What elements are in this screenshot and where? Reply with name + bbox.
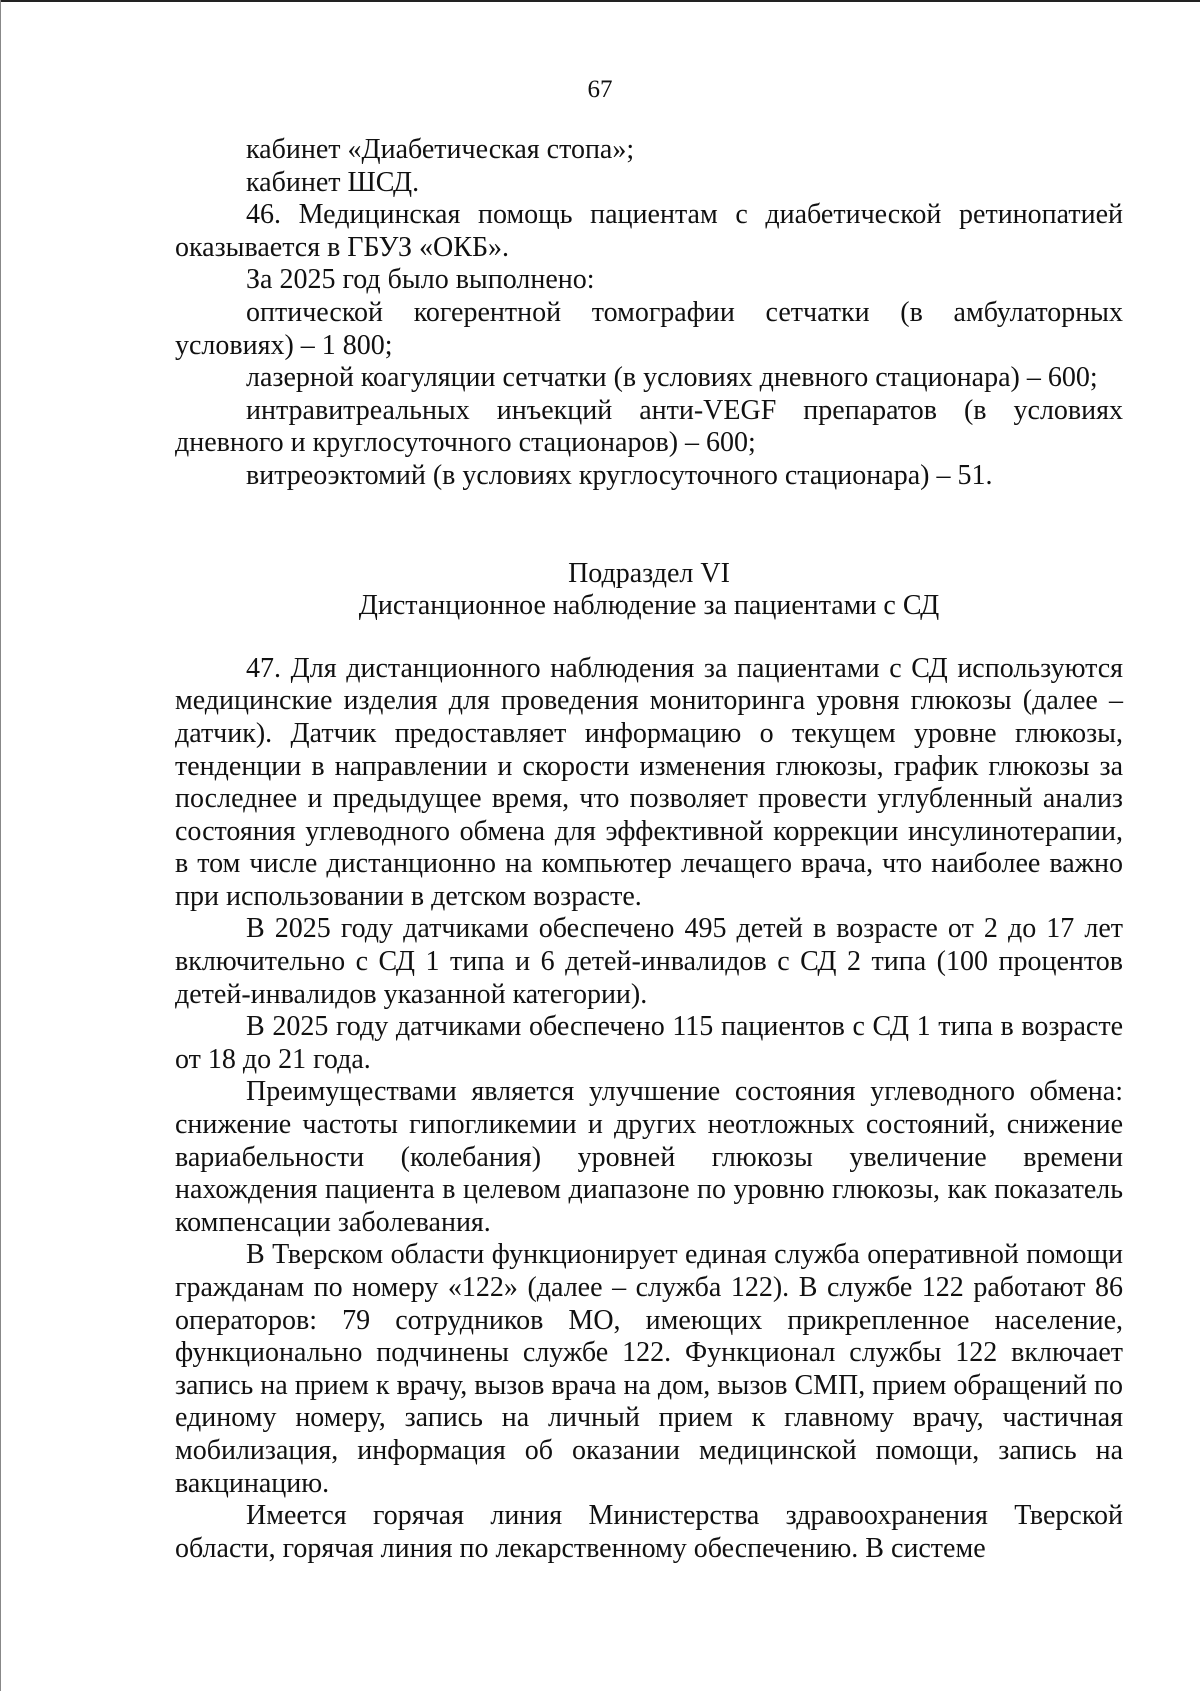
paragraph: В 2025 году датчиками обеспечено 495 детей в возрасте от 2 до 17 лет включительно с СД 1 типа и 6 детей-инвалидов с СД 2 типа (100 процентов детей-инвалидов указанной категории).	[175, 913, 1123, 1010]
paragraph: В Тверском области функционирует единая служба оперативной помощи гражданам по номеру «122» (далее – служба 122). В службе 122 работают 86 операторов: 79 сотрудников МО, имеющих прикрепленное население, функционально подчинены службе 122. Функционал службы 122 включает запись на прием к врачу, вызов врача на дом, вызов СМП, прием обращений по единому номеру, запись на личный прием к главному врачу, частичная мобилизация, информация об оказании медицинской помощи, запись на вакцинацию.	[175, 1239, 1123, 1499]
section-gap	[175, 623, 1123, 653]
paragraph: 47. Для дистанционного наблюдения за пациентами с СД используются медицинские изделия для проведения мониторинга уровня глюкозы (далее – датчик). Датчик предоставляет информацию о текущем уровне глюкозы, тенденции в направлении и скорости изменения глюкозы, график глюкозы за последнее и предыдущее время, что позволяет провести углубленный анализ состояния углеводного обмена для эффективной коррекции инсулинотерапии, в том числе дистанционно на компьютер лечащего врача, что наиболее важно при использовании в детском возрасте.	[175, 652, 1123, 912]
scan-top-edge	[0, 0, 1200, 2]
paragraph: 46. Медицинская помощь пациентам с диабетической ретинопатией оказывается в ГБУЗ «ОКБ».	[175, 199, 1123, 263]
subsection-title: Дистанционное наблюдение за пациентами с СД	[358, 590, 940, 622]
paragraph: оптической когерентной томографии сетчатки (в амбулаторных условиях) – 1 800;	[175, 296, 1123, 361]
paragraph: В 2025 году датчиками обеспечено 115 пациентов с СД 1 типа в возрасте от 18 до 21 года.	[175, 1011, 1123, 1075]
paragraph: За 2025 год было выполнено:	[246, 264, 595, 296]
document-body	[175, 134, 1123, 1565]
paragraph: кабинет «Диабетическая стопа»;	[246, 134, 635, 165]
scan-left-edge	[0, 0, 1, 1691]
subsection-label: Подраздел VI	[568, 557, 730, 589]
paragraph: Имеется горячая линия Министерства здравоохранения Тверской области, горячая линия по лекарственному обеспечению. В системе	[175, 1500, 1123, 1564]
paragraph: Преимуществами является улучшение состояния углеводного обмена: снижение частоты гипогликемии и других неотложных состояний, снижение вариабельности (колебания) уровней глюкозы увеличение времени нахождения пациента в целевом диапазоне по уровню глюкозы, как показатель компенсации заболевания.	[175, 1076, 1123, 1238]
paragraph: кабинет ШСД.	[246, 166, 420, 198]
paragraph: интравитреальных инъекций анти-VEGF препаратов (в условиях дневного и круглосуточного стационаров) – 600;	[175, 394, 1123, 459]
paragraph: лазерной коагуляции сетчатки (в условиях дневного стационара) – 600;	[246, 362, 1098, 394]
paragraph: витреоэктомий (в условиях круглосуточного стационара) – 51.	[246, 459, 993, 491]
page-number: 67	[587, 76, 613, 103]
section-gap	[175, 493, 1123, 558]
